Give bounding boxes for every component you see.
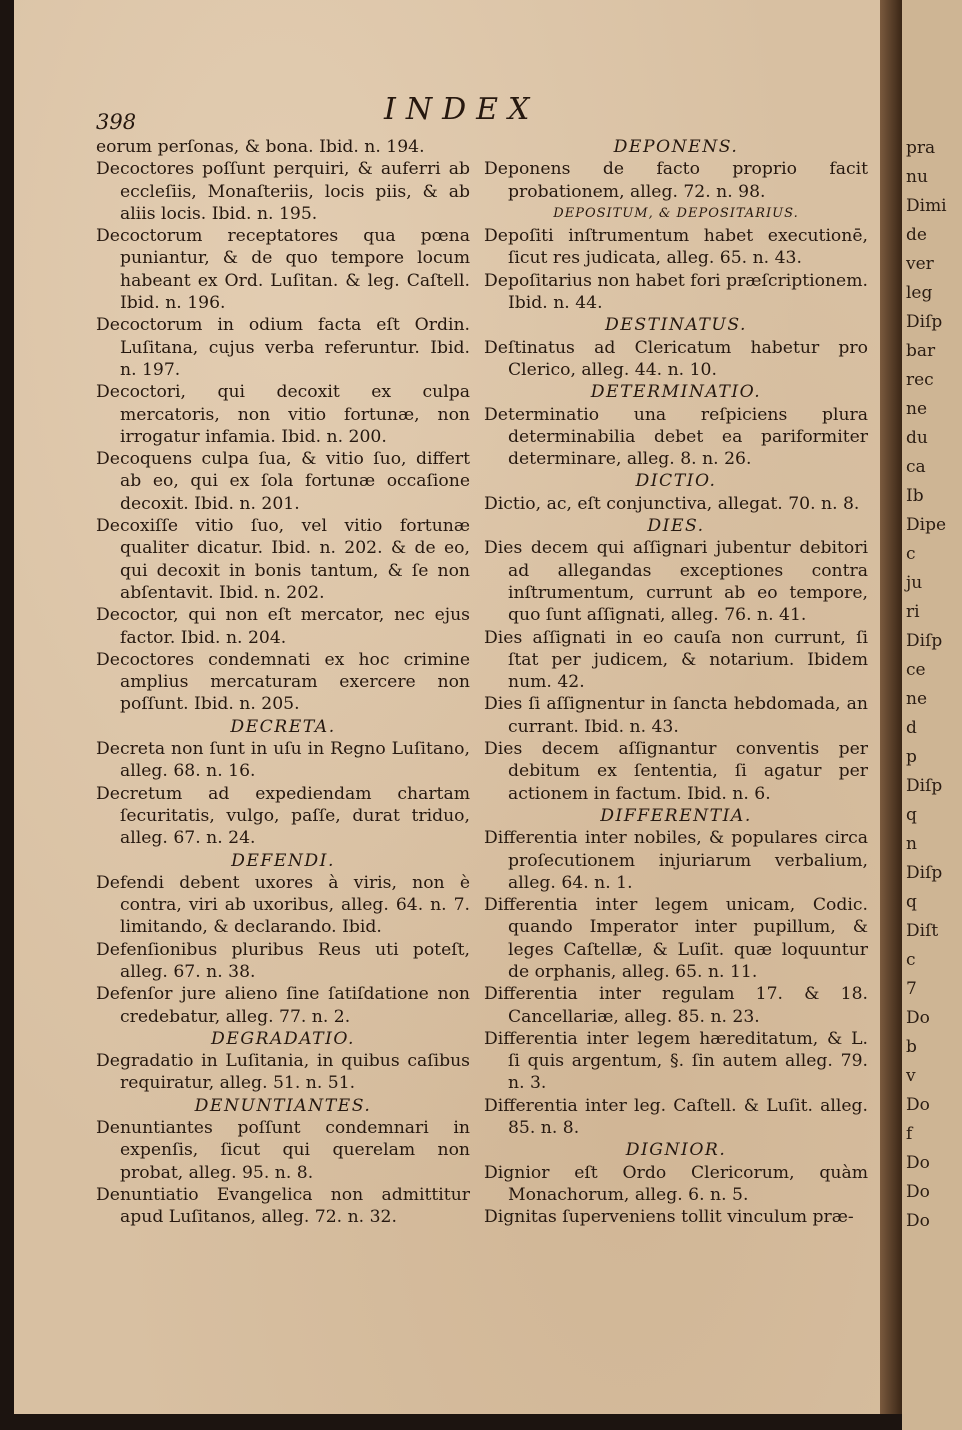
adjacent-page-fragment: q	[906, 805, 917, 825]
adjacent-page-fragment: nu	[906, 167, 928, 187]
adjacent-page-fragment: 7	[906, 979, 917, 999]
adjacent-page-edge	[902, 0, 962, 1430]
index-heading: DENUNTIANTES.	[194, 1095, 372, 1116]
index-entry: Dignior eſt Ordo Clericorum, quàm Monachorum, alleg. 6. n. 5.	[484, 1162, 868, 1205]
adjacent-page-fragment: de	[906, 225, 927, 245]
index-heading: DETERMINATIO.	[590, 382, 762, 403]
adjacent-page-fragment: ver	[906, 254, 934, 274]
index-entry: Defendi debent uxores à viris, non è contra, viri ab uxoribus, alleg. 64. n. 7. limitando, & declarando. Ibid.	[96, 872, 470, 938]
index-entry: Deponens de facto proprio facit probationem, alleg. 72. n. 98.	[484, 159, 868, 202]
index-entry: Differentia inter leg. Caſtell. & Luſit. alleg. 85. n. 8.	[484, 1095, 868, 1139]
adjacent-page-fragment: Diſt	[906, 921, 939, 941]
adjacent-page-fragment: d	[906, 718, 917, 738]
adjacent-page-fragment: Diſp	[906, 863, 943, 883]
index-entry: Determinatio una reſpiciens plura determinabilia debet ea pariformiter determinare, alleg. 8. n. 26.	[484, 404, 868, 470]
index-entry: Decreta non ſunt in uſu in Regno Luſitano, alleg. 68. n. 16.	[96, 739, 470, 782]
adjacent-page-fragment: Diſp	[906, 631, 943, 651]
index-entry: Differentia inter legem hæreditatum, & L. ſi quis argentum, §. ſin autem alleg. 79. n. 3.	[484, 1028, 868, 1094]
index-entry: Dies ſi aſſignentur in ſancta hebdomada, an currant. Ibid. n. 43.	[484, 694, 868, 737]
index-entry: Dies decem aſſignantur conventis per debitum ex ſententia, ſi agatur per actionem in factum. Ibid. n. 6.	[484, 739, 868, 804]
index-heading: DESTINATUS.	[605, 315, 747, 336]
left-column	[96, 136, 470, 1229]
adjacent-page-fragment: Diſp	[906, 776, 943, 796]
index-entry: Decoctores condemnati ex hoc crimine amplius mercaturam exercere non poſſunt. Ibid. n. 205.	[96, 649, 470, 715]
adjacent-page-fragment: ri	[906, 602, 920, 622]
adjacent-page-fragment: Diſp	[906, 312, 943, 332]
index-heading: DECRETA.	[230, 716, 336, 737]
index-entry: Denuntiatio Evangelica non admittitur apud Luſitanos, alleg. 72. n. 32.	[96, 1184, 470, 1228]
index-heading: DEPOSITUM, & DEPOSITARIUS.	[553, 205, 799, 221]
index-heading: DEGRADATIO.	[211, 1028, 355, 1049]
adjacent-page-fragment: Dipe	[906, 515, 947, 535]
adjacent-page-fragment: bar	[906, 341, 936, 361]
index-heading: DIFFERENTIA.	[600, 805, 752, 826]
adjacent-page-fragment: du	[906, 428, 928, 448]
index-entry: Depoſitarius non habet fori præſcriptionem. Ibid. n. 44.	[484, 270, 868, 314]
index-entry: Differentia inter regulam 17. & 18. Cancellariæ, alleg. 85. n. 23.	[484, 984, 868, 1027]
book-page	[14, 0, 894, 1414]
index-entry: Degradatio in Luſitania, in quibus caſibus requiratur, alleg. 51. n. 51.	[96, 1051, 470, 1094]
adjacent-page-fragment: n	[906, 834, 917, 854]
adjacent-page-fragment: p	[906, 747, 917, 767]
index-entry: Decoxiſſe vitio ſuo, vel vitio fortunæ qualiter dicatur. Ibid. n. 202. & de eo, qui decoxit in bonis tantum, & ſe non abſentavit. Ibid. n. 202.	[96, 516, 470, 603]
index-heading: DIGNIOR.	[625, 1140, 727, 1161]
index-heading: DIES.	[647, 516, 705, 537]
adjacent-page-fragment: v	[906, 1066, 916, 1086]
adjacent-page-fragment: ne	[906, 399, 928, 419]
adjacent-page-fragment: ca	[906, 457, 926, 477]
index-heading: DEFENDI.	[231, 850, 335, 871]
index-entry: Dies decem qui aſſignari jubentur debitori ad allegandas exceptiones contra inſtrumentum, currunt ab eo tempore, quo ſunt aſſignati, alleg. 76. n. 41.	[484, 538, 868, 626]
adjacent-page-fragment: rec	[906, 370, 934, 390]
right-column	[484, 136, 868, 1229]
index-entry: Depoſiti inſtrumentum habet executionē, ſicut res judicata, alleg. 65. n. 43.	[484, 226, 868, 269]
index-entry: Defenſor jure alieno ſine ſatiſdatione non credebatur, alleg. 77. n. 2.	[96, 984, 470, 1027]
page-gutter-shadow	[880, 0, 902, 1414]
adjacent-page-fragment: b	[906, 1037, 917, 1057]
index-entry: Decoctor, qui non eſt mercator, nec ejus factor. Ibid. n. 204.	[96, 605, 470, 648]
index-entry: Decoctorum in odium facta eſt Ordin. Luſitana, cujus verba referuntur. Ibid. n. 197.	[96, 315, 470, 380]
adjacent-page-fragment: Dimi	[906, 196, 947, 216]
index-entry: Decoquens culpa ſua, & vitio ſuo, differt ab eo, qui ex ſola fortunæ occaſione decoxit. Ibid. n. 201.	[96, 449, 470, 514]
index-entry: Deſtinatus ad Clericatum habetur pro Clerico, alleg. 44. n. 10.	[484, 337, 868, 380]
adjacent-page-fragment: Do	[906, 1153, 930, 1173]
adjacent-page-fragment: c	[906, 950, 916, 970]
index-entry: Differentia inter legem unicam, Codic. quando Imperator inter pupillum, & leges Caſtellæ, & Luſit. quæ loquuntur de orphanis, alleg. 65. n. 11.	[484, 895, 868, 982]
index-entry: Denuntiantes poſſunt condemnari in expenſis, ſicut qui querelam non probat, alleg. 95. n. 8.	[96, 1118, 470, 1183]
index-entry: Dictio, ac, eſt conjunctiva, allegat. 70. n. 8.	[484, 493, 860, 514]
index-entry: Decoctori, qui decoxit ex culpa mercatoris, non vitio fortunæ, non irrogatur infamia. Ibid. n. 200.	[96, 382, 470, 447]
index-entry: Dignitas ſuperveniens tollit vinculum præ-	[484, 1207, 854, 1228]
index-entry: Decoctorum receptatores qua pœna puniantur, & de quo tempore locum habeant ex Ord. Luſitan. & leg. Caſtell. Ibid. n. 196.	[96, 226, 470, 314]
adjacent-page-fragment: Do	[906, 1095, 930, 1115]
page-number: 398	[96, 110, 137, 134]
index-entry: Defenſionibus pluribus Reus uti poteſt, alleg. 67. n. 38.	[96, 939, 470, 982]
index-entry: eorum perſonas, & bona. Ibid. n. 194.	[96, 137, 425, 157]
adjacent-page-fragment: Do	[906, 1008, 930, 1028]
index-entry: Decoctores poſſunt perquiri, & auferri ab eccleſiis, Monaſteriis, locis piis, & ab aliis locis. Ibid. n. 195.	[96, 159, 470, 224]
adjacent-page-fragment: ne	[906, 689, 928, 709]
adjacent-page-fragment: q	[906, 892, 917, 912]
running-head: INDEX	[384, 92, 540, 127]
adjacent-page-fragment: ju	[906, 573, 923, 593]
adjacent-page-fragment: c	[906, 544, 916, 564]
adjacent-page-fragment: Do	[906, 1182, 930, 1202]
adjacent-page-fragment: Do	[906, 1211, 930, 1231]
adjacent-page-fragment: leg	[906, 283, 933, 303]
index-heading: DEPONENS.	[613, 137, 739, 157]
index-entry: Decretum ad expediendam chartam ſecuritatis, vulgo, paſſe, durat triduo, alleg. 67. n. 24.	[96, 783, 470, 849]
adjacent-page-fragment: pra	[906, 138, 936, 158]
index-entry: Dies aſſignati in eo cauſa non currunt, ſi ſtat per judicem, & notarium. Ibidem num. 42.	[484, 627, 868, 693]
adjacent-page-fragment: f	[906, 1124, 913, 1144]
index-entry: Differentia inter nobiles, & populares circa proſecutionem injuriarum verbalium, alleg. 64. n. 1.	[484, 828, 868, 893]
adjacent-page-fragment: Ib	[906, 486, 924, 506]
adjacent-page-fragment: ce	[906, 660, 926, 680]
index-heading: DICTIO.	[635, 471, 717, 492]
